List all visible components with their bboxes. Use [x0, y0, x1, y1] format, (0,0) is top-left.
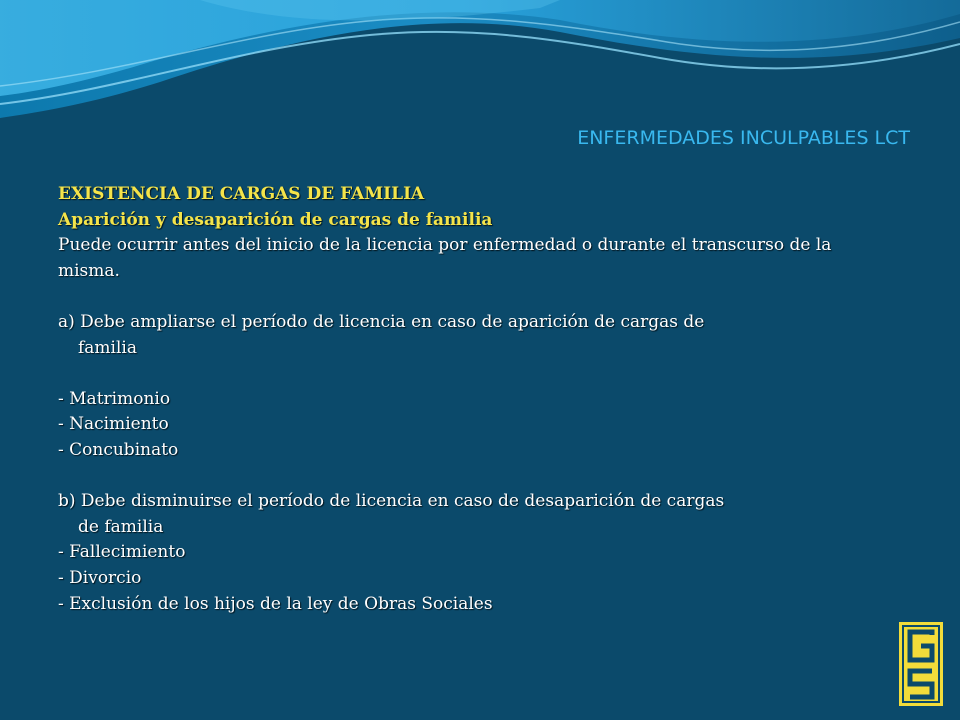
point-a-text: a) Debe ampliarse el período de licencia en caso de aparición de cargas de: [58, 311, 705, 332]
list-item: - Divorcio: [58, 567, 142, 588]
intro-paragraph: Puede ocurrir antes del inicio de la licencia por enfermedad o durante el transcurso de la misma.: [58, 235, 832, 281]
point-b-text: b) Debe disminuirse el período de licencia en caso de desaparición de cargas: [58, 491, 725, 512]
spacer: [58, 464, 898, 490]
spacer: [58, 284, 898, 310]
list-item: - Concubinato: [58, 439, 179, 460]
slide-heading: ENFERMEDADES INCULPABLES LCT: [577, 127, 910, 149]
section-subtitle: Aparición y desaparición de cargas de familia: [58, 209, 493, 230]
gs-logo: [899, 622, 943, 706]
list-item: - Nacimiento: [58, 414, 169, 435]
header-wave-decoration: [0, 0, 960, 120]
point-a-continuation: familia: [78, 337, 137, 358]
slide-body: [58, 182, 898, 617]
section-title: EXISTENCIA DE CARGAS DE FAMILIA: [58, 184, 425, 204]
list-item: - Matrimonio: [58, 388, 171, 409]
list-item: - Exclusión de los hijos de la ley de Obras Sociales: [58, 593, 493, 614]
list-item: - Fallecimiento: [58, 542, 186, 563]
point-b-continuation: de familia: [78, 516, 164, 537]
spacer: [58, 361, 898, 387]
